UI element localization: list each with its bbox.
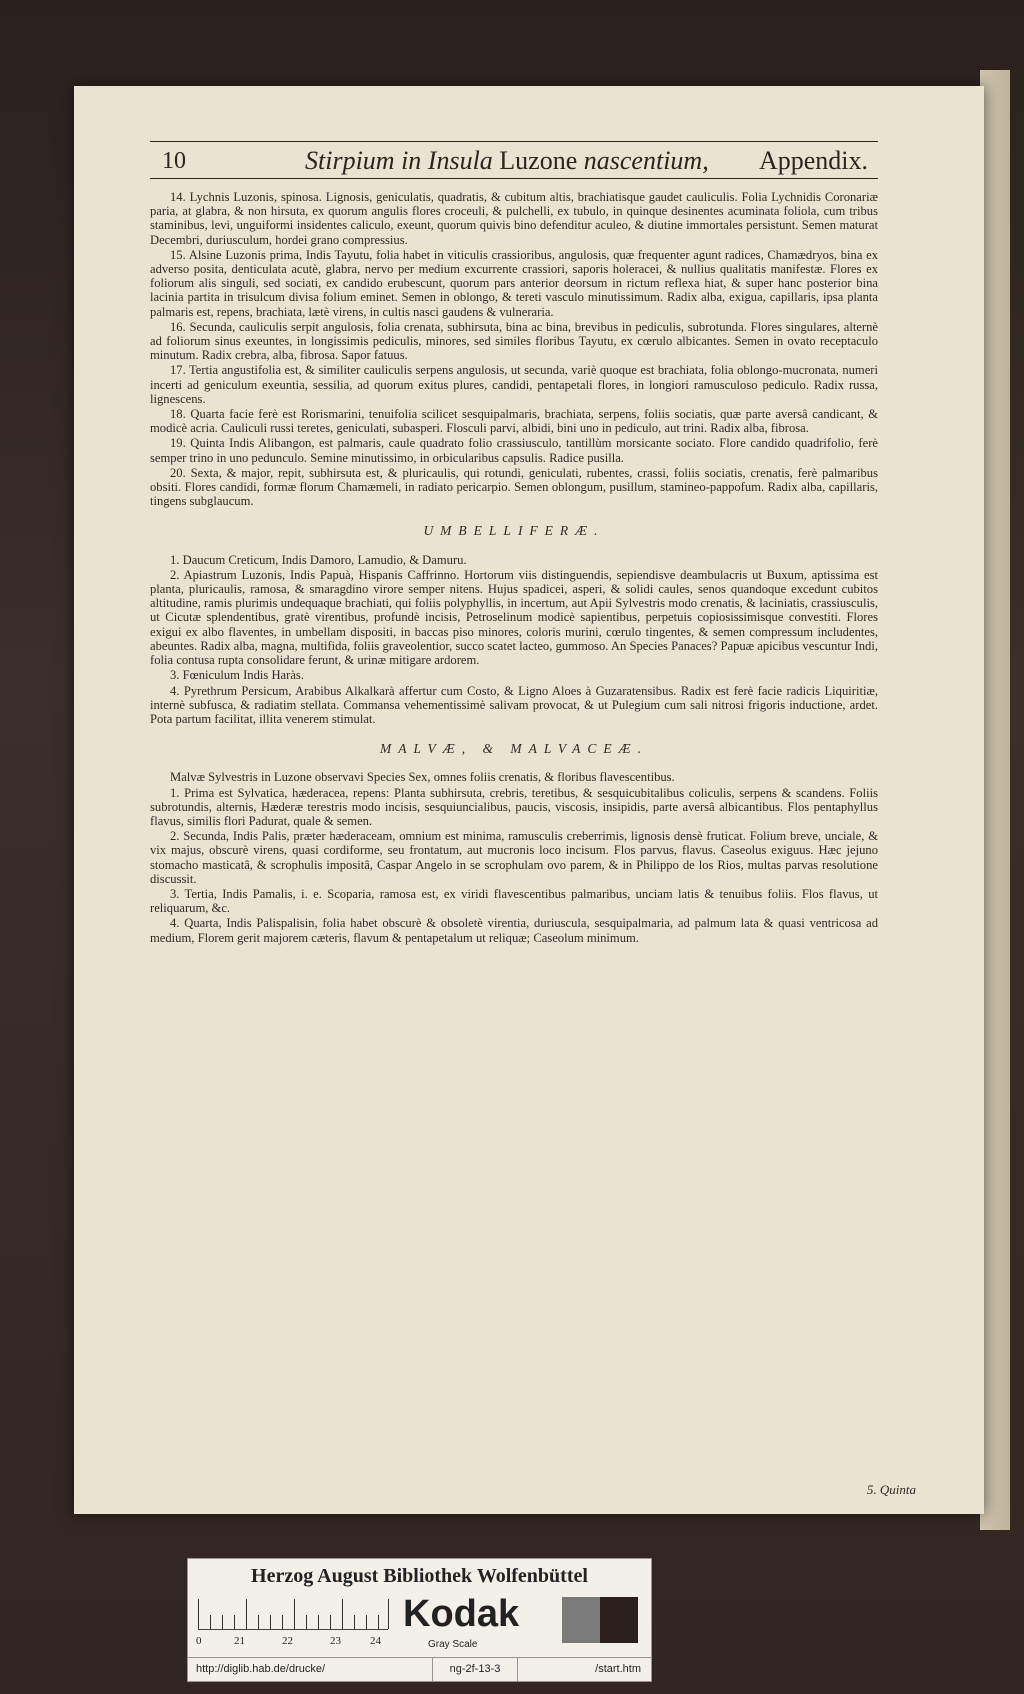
ruler-tick bbox=[366, 1615, 367, 1629]
source-url: http://diglib.hab.de/drucke/ bbox=[196, 1663, 326, 1675]
paragraph: 3. Tertia, Indis Pamalis, i. e. Scoparia, ramosa est, ex viridi flavescentibus palmaribus, unciam latis & tenuibus foliis. Flos flavus, ut reliquarum, &c. bbox=[150, 886, 878, 916]
ruler-tick bbox=[330, 1615, 331, 1629]
ruler-tick bbox=[222, 1615, 223, 1629]
paragraph: 1. Prima est Sylvatica, hæderacea, repens: Planta subhirsuta, crebris, teretibus, & sesquicubitalibus coliculis, serpens & scandens. Foliis subrotundis, alternis, Hæderæ terestris modo incisis, sesquiuncialibus, paucis, viscosis, insipidis, parte aversâ albicantibus. Flos pentaphyllus flavus, similis flori Padurat, quale & semen. bbox=[150, 785, 878, 828]
paragraph: 18. Quarta facie ferè est Rorismarini, tenuifolia scilicet sesquipalmaris, brachiata, serpens, foliis sociatis, quæ parte aversâ candicant, & modicè acria. Cauliculi russi teretes, geniculati, subasperi. Flosculi parvi, albidi, bini uno in pediculo, aut trini. Radix alba, fibrosa. bbox=[150, 407, 878, 436]
paragraph-group-1 bbox=[150, 190, 878, 508]
section-heading-malvae: MALVÆ, & MALVACEÆ. bbox=[380, 741, 648, 757]
ruler-tick bbox=[282, 1615, 283, 1629]
paragraph: Malvæ Sylvestris in Luzone observavi Species Sex, omnes foliis crenatis, & floribus flavescentibus. bbox=[170, 770, 675, 785]
start-page-link: /start.htm bbox=[595, 1663, 641, 1675]
paragraph: 3. Fœniculum Indis Haràs. bbox=[170, 668, 304, 683]
ruler-tick bbox=[246, 1599, 247, 1629]
appendix-label: Appendix. bbox=[758, 146, 868, 175]
page-number: 10 bbox=[162, 148, 186, 174]
section-heading-umbelliferae: UMBELLIFERÆ. bbox=[423, 523, 605, 539]
title-part-2: Luzone bbox=[499, 146, 578, 175]
paragraph-group-3 bbox=[150, 770, 878, 944]
ruler-label: 23 bbox=[330, 1635, 341, 1647]
gray-scale-label: Gray Scale bbox=[428, 1639, 478, 1650]
ruler-tick bbox=[294, 1599, 295, 1629]
ruler-tick bbox=[270, 1615, 271, 1629]
ruler-label: 0 bbox=[196, 1635, 202, 1647]
ruler-tick bbox=[318, 1615, 319, 1629]
catchword: 5. Quinta bbox=[866, 1482, 916, 1497]
ruler-label: 22 bbox=[282, 1635, 293, 1647]
paragraph: 1. Daucum Creticum, Indis Damoro, Lamudio, & Damuru. bbox=[170, 552, 467, 567]
gray-swatch bbox=[562, 1597, 600, 1643]
paragraph: 16. Secunda, cauliculis serpit angulosis, folia crenata, subhirsuta, bina ac bina, brevibus in pediculis, subrotunda. Flores singulares, alternè ad foliorum sinus exeuntes, in longissimis pediculis, minores, sed similes floribus Tayutu, ex cœrulo albicantes. Semen in ovato receptaculo minutum. Radix crebra, alba, fibrosa. Sapor fatuus. bbox=[150, 319, 878, 363]
paragraph: 2. Apiastrum Luzonis, Indis Papuà, Hispanis Caffrinno. Hortorum viis distinguendis, sepiendisve deambulacris ut Buxum, aptissima est planta, pluricaulis, ramosa, & smaragdino virore semper nitens. Hujus spadicei, asperi, & solidi caules, senos quandoque excedunt cubitos altitudine, ramis plurimis undequaque brachiati, qui foliis polyphyllis, in incertum, aut Apii Sylvestris modo crenatis, & laciniatis, crassiusculis, ut Cicutæ splendentibus, gratè virentibus, profundè incisis, Petroselinum modicè sapientibus, perpetuis copiosissimisque convestiti. Flores exigui ex albo flaventes, in umbellam dispositi, in baccas piso minores, coloris murini, cœrulo tingentes, & semen compressum includentes, abeuntes. Radix alba, magna, multifida, foliis graveolentior, succo scatet lacteo, gummoso. An Species Panaces? Papuæ apicibus vescuntur Indi, folia contusa rupta consolidare ferunt, & urinæ mitigare ardorem. bbox=[150, 567, 878, 668]
title-part-1: Stirpium in Insula bbox=[305, 146, 493, 175]
ruler-tick bbox=[258, 1615, 259, 1629]
ruler-tick bbox=[198, 1599, 199, 1629]
running-header bbox=[150, 146, 878, 176]
tag-footer bbox=[188, 1657, 651, 1682]
ruler-tick bbox=[388, 1599, 389, 1629]
ruler-label: 24 bbox=[370, 1635, 381, 1647]
page-edge bbox=[980, 70, 1010, 1530]
ruler-tick bbox=[378, 1615, 379, 1629]
paragraph: 4. Quarta, Indis Palispalisin, folia habet obscurè & obsoletè virentia, duriuscula, sesquipalmaria, ad palmum lata & quasi ventricosa ad medium, Florem gerit majorem cæteris, flavum & pentapetalum ut reliquæ; Caseolum minimum. bbox=[150, 916, 878, 945]
paragraph: 2. Secunda, Indis Palis, præter hæderaceam, omnium est minima, ramusculis creberrimis, lignosis densè fruticat. Folium breve, unciale, & vix majus, obscurè virens, quasi cordiforme, seu frontatum, aut mucronis loco incisum. Flos parvus, flavus. Caseolus exiguus. Hæc jejuno stomacho masticatâ, & scrophulis impositâ, Caspar Angelo in se scrophulam ovo parem, & in Philippo de los Rios, multas parvas resolutione discussit. bbox=[150, 829, 878, 886]
paragraph: 20. Sexta, & major, repit, subhirsuta est, & pluricaulis, qui rotundi, geniculati, rubentes, crassi, foliis sociatis, crenatis, ferè palmaribus obsiti. Flores candidi, formæ florum Chamæmeli, in radiato pericarpio. Semen oblongum, pusillum, stamineo-pappofum. Radix alba, capillaris, tingens subglaucum. bbox=[150, 465, 878, 509]
paragraph: 17. Tertia angustifolia est, & similiter cauliculis serpens angulosis, ut secunda, variè quoque est brachiata, folia oblongo-mucronata, numeri incerti ad geniculum exeuntia, sessilia, ad quorum exitus plures, candidi, pentapetali flores, in longiori ramusculoso pediculo. Radix russa, lignescens. bbox=[150, 363, 878, 406]
ruler-tick bbox=[210, 1615, 211, 1629]
running-title bbox=[305, 146, 709, 176]
paragraph: 14. Lychnis Luzonis, spinosa. Lignosis, geniculatis, quadratis, & cubitum altis, brachiatisque gaudet cauliculis. Folia Lychnidis Coronariæ paria, at glabra, & non hirsuta, ex quorum angulis flores croceuli, & pulchelli, ex tubulo, in quinque desinentes acuminata foliola, cum tribus staminibus, levi, unguiformi insidentes caliculo, exeunt, quorum quivis bino defenditur aculeo, & diutine immortales persistunt. Semen maturat Decembri, duriusculum, hordei grano compressius. bbox=[150, 190, 878, 247]
measurement-ruler bbox=[198, 1597, 388, 1630]
header-rule-bottom bbox=[150, 178, 878, 179]
ruler-label: 21 bbox=[234, 1635, 245, 1647]
ruler-tick bbox=[342, 1599, 343, 1629]
paragraph: 15. Alsine Luzonis prima, Indis Tayutu, folia habet in viticulis crassioribus, angulosis, quæ frequenter agunt radices, Chamædryos, bina ex adverso posita, denticulata acutè, glabra, nervo per medium excurrente crassiori, saporis holeracei, & nullius qualitatis manifestæ. Flores ex foliorum alis singuli, sed sociati, ex candido erubescunt, quorum pars anterior deorsum in rictum reflexa hiat, & super hanc posterior bina lacinia partita in trisulcum divisa folium eminet. Semen in oblongo, & tereti vasculo minutissimum. Radix alba, exigua, capillaris, ipsa planta palmaris est, repens, brachiata, lætè virens, in cultis nasci gaudens & vulneraria. bbox=[150, 247, 878, 319]
ruler-tick bbox=[234, 1615, 235, 1629]
library-scan-tag bbox=[187, 1558, 652, 1682]
paragraph-group-2 bbox=[150, 553, 878, 726]
dark-swatch bbox=[600, 1597, 638, 1643]
ruler-tick bbox=[354, 1615, 355, 1629]
paragraph: 4. Pyrethrum Persicum, Arabibus Alkalkarà affertur cum Costo, & Ligno Aloes à Guzaratensibus. Radix est ferè facie radicis Liquiritiæ, internè subfusca, & radiatim stellata. Commansa vehementissimè salivam provocat, & ut Pulegium cum sali nitrosi frigoris inductione, ardet. Pota partum facilitat, illita venerem stimulat. bbox=[150, 683, 878, 726]
library-name: Herzog August Bibliothek Wolfenbüttel bbox=[251, 1565, 588, 1587]
title-part-3: nascentium, bbox=[583, 146, 709, 175]
header-rule-top bbox=[150, 141, 878, 142]
kodak-logo: Kodak bbox=[403, 1593, 520, 1635]
paragraph: 19. Quinta Indis Alibangon, est palmaris, caule quadrato folio crassiusculo, tantillùm morsicante sociato. Flore candido quadrifolio, ferè semper trino in uno pedunculo. Semine minutissimo, in orbicularibus capsulis. Radice pusilla. bbox=[150, 436, 878, 465]
ruler-tick bbox=[306, 1615, 307, 1629]
page-body bbox=[150, 190, 878, 946]
shelf-code: ng-2f-13-3 bbox=[432, 1658, 518, 1682]
